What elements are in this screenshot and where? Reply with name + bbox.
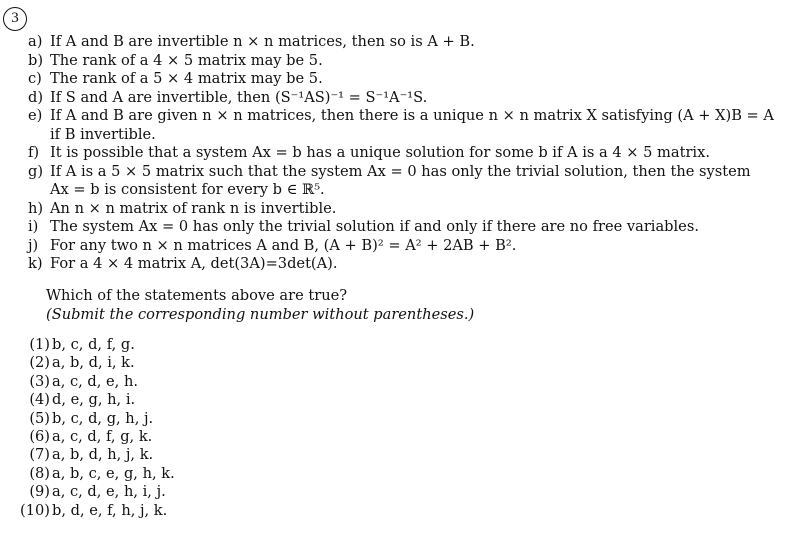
statement-label: h)	[28, 199, 44, 217]
option-number: (3)	[29, 372, 50, 390]
option-choices: a, b, c, e, g, h, k.	[52, 464, 175, 482]
statement-label: b)	[28, 51, 44, 69]
statement-item	[28, 144, 788, 163]
statement-text: The rank of a 4 × 5 matrix may be 5.	[50, 51, 323, 69]
instruction-text: (Submit the corresponding number without parentheses.)	[46, 306, 475, 323]
option-choices: a, c, d, e, h.	[52, 372, 139, 390]
statement-label: g)	[28, 162, 44, 180]
option-number: (4)	[29, 391, 50, 409]
statement-label: j)	[28, 236, 39, 254]
statement-label: c)	[28, 70, 42, 87]
statement-text: For any two n × n matrices A and B, (A + B)² = A² + 2AB + B².	[50, 236, 517, 254]
statement-label: d)	[28, 88, 44, 106]
option-choices: a, c, d, f, g, k.	[52, 427, 153, 445]
statement-list	[28, 33, 788, 274]
option-number: (1)	[29, 336, 50, 353]
statement-text-continued: if B invertible.	[50, 125, 156, 143]
statement-item	[28, 89, 788, 108]
option-choices: a, b, d, i, k.	[52, 354, 135, 372]
option-choices: b, c, d, f, g.	[52, 336, 135, 353]
statement-text: The rank of a 5 × 4 matrix may be 5.	[50, 70, 323, 87]
option-number: (5)	[29, 409, 50, 427]
statement-item	[28, 52, 788, 71]
statement-item	[28, 163, 788, 182]
statement-label: f)	[28, 144, 40, 161]
statement-continuation	[28, 181, 788, 200]
option-number: (2)	[29, 354, 50, 372]
statement-item	[28, 200, 788, 219]
option-choices: a, b, d, h, j, k.	[52, 446, 154, 464]
option-number: (10)	[20, 501, 50, 519]
statement-label: i)	[28, 218, 39, 235]
statement-text: If A and B are invertible n × n matrices, then so is A + B.	[50, 33, 475, 50]
statement-text: If S and A are invertible, then (S⁻¹AS)⁻¹ = S⁻¹A⁻¹S.	[50, 88, 428, 106]
option-choices: b, c, d, g, h, j.	[52, 409, 154, 427]
statement-item	[28, 237, 788, 256]
statement-item	[28, 70, 788, 89]
statement-text-continued: Ax = b is consistent for every b ∈ ℝ⁵.	[50, 181, 325, 198]
option-number: (8)	[29, 464, 50, 482]
statement-label: a)	[28, 33, 43, 50]
statement-label: e)	[28, 107, 43, 124]
statement-text: An n × n matrix of rank n is invertible.	[50, 199, 337, 217]
option-choices: d, e, g, h, i.	[52, 391, 136, 409]
statement-item	[28, 255, 788, 274]
option-number: (7)	[29, 446, 50, 464]
option-number: (9)	[29, 483, 50, 501]
statement-label: k)	[28, 255, 43, 272]
option-choices: a, c, d, e, h, i, j.	[52, 483, 166, 501]
statement-item	[28, 218, 788, 237]
option-number: (6)	[29, 427, 50, 445]
question-text: Which of the statements above are true?	[46, 287, 348, 304]
problem-number: 3	[3, 7, 27, 31]
option-choices: b, d, e, f, h, j, k.	[52, 501, 168, 519]
statement-text: If A is a 5 × 5 matrix such that the system Ax = 0 has only the trivial solution, then the system	[50, 162, 751, 180]
statement-item	[28, 107, 788, 126]
statement-text: For a 4 × 4 matrix A, det(3A)=3det(A).	[50, 255, 338, 272]
statement-item	[28, 33, 788, 52]
statement-text: It is possible that a system Ax = b has a unique solution for some b if A is a 4 × 5 matrix.	[50, 144, 710, 161]
statement-text: The system Ax = 0 has only the trivial solution if and only if there are no free variables.	[50, 218, 699, 235]
statement-continuation	[28, 126, 788, 145]
question-block	[46, 286, 474, 324]
statement-text: If A and B are given n × n matrices, then there is a unique n × n matrix X satisfying (A + X)B = A	[50, 107, 774, 124]
